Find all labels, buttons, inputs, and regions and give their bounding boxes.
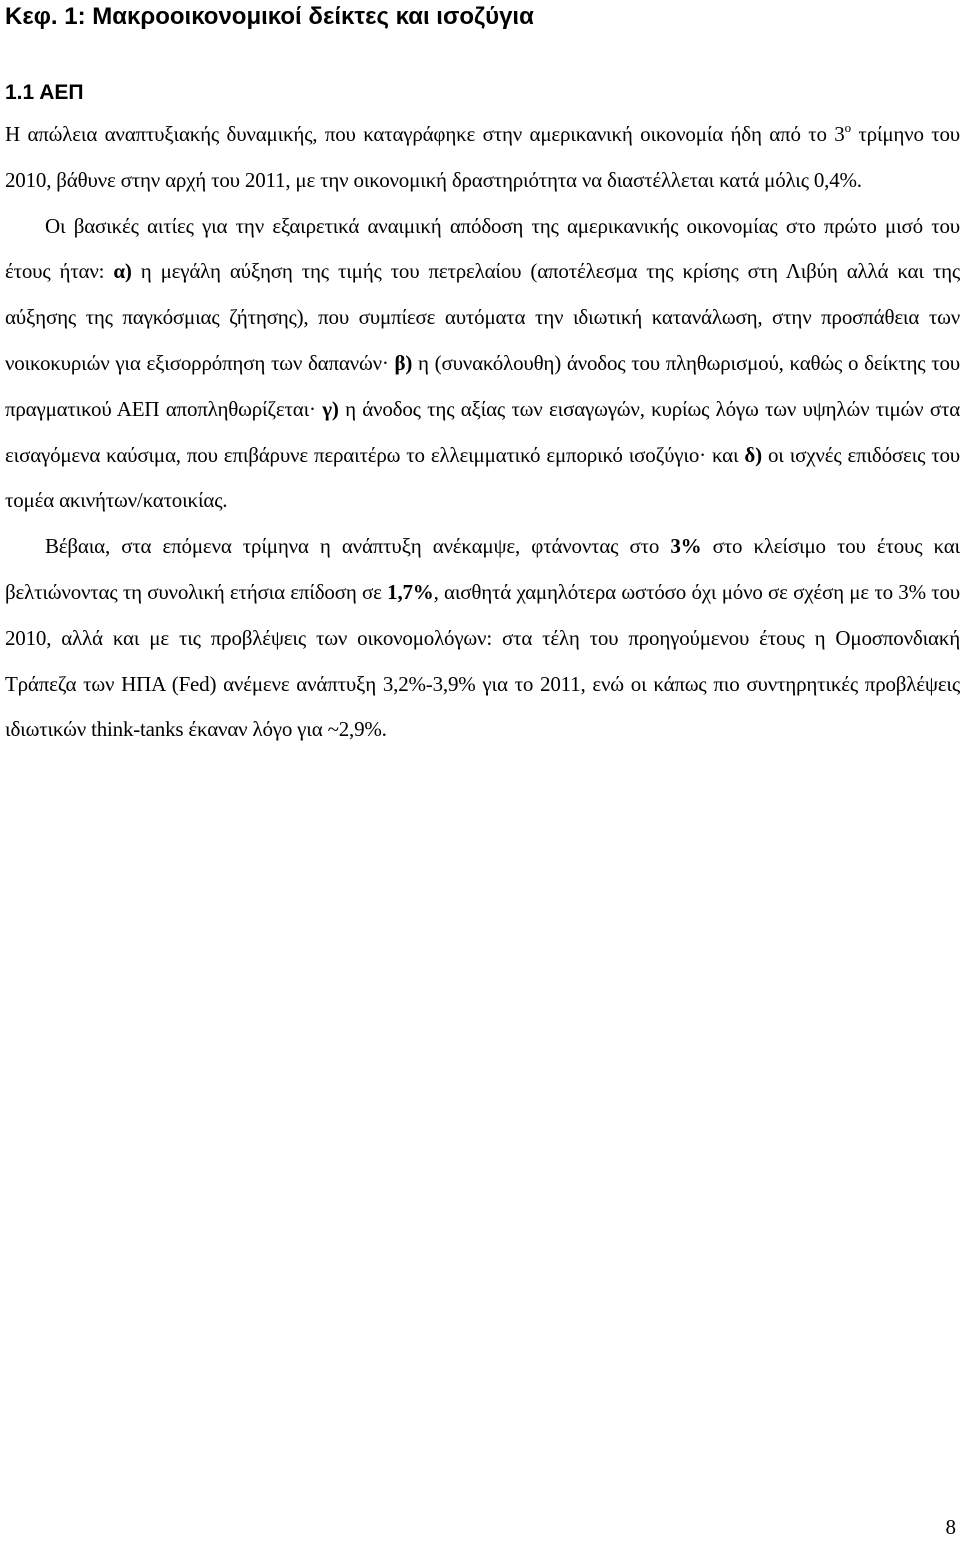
cause-text-c: η άνοδος της αξίας των εισαγωγών, κυρίως λόγω των υψηλών τιμών στα εισαγόμενα καύσιμα, που επιβάρυνε περαιτέρω το ελλειμματικό εμπορικό ισοζύγιο· και	[5, 396, 960, 467]
cause-label-c: γ)	[322, 396, 339, 421]
paragraph-intro-text-2: τρίμηνο του 2010, βάθυνε στην αρχή του 2011, με την οικονομική δραστηριότητα να διαστέλλεται κατά μόλις 0,4%.	[5, 122, 960, 192]
recovery-text-2: στο κλείσιμο του έτους και βελτιώνοντας τη συνολική ετήσια επίδοση σε	[5, 534, 960, 604]
paragraph-intro	[5, 112, 960, 524]
cause-text-b: η (συνακόλουθη) άνοδος του πληθωρισμού, καθώς ο δείκτης του πραγματικού ΑΕΠ αποπληθωρίζεται·	[5, 350, 960, 421]
recovery-text-1: Βέβαια, στα επόμενα τρίμηνα η ανάπτυξη ανέκαμψε, φτάνοντας στο	[45, 534, 671, 559]
paragraph-causes-intro: Οι βασικές αιτίες για την εξαιρετικά αναιμική απόδοση της αμερικανικής οικονομίας στο πρώτο μισό του έτους ήταν:	[5, 213, 960, 284]
page-number: 8	[945, 1515, 956, 1539]
paragraph-intro-text-1: Η απώλεια αναπτυξιακής δυναμικής, που καταγράφηκε στην αμερικανική οικονομία ήδη από το 3	[5, 122, 845, 146]
ordinal-superscript: ο	[844, 120, 851, 135]
cause-label-d: δ)	[744, 442, 762, 467]
cause-text-a: η μεγάλη αύξηση της τιμής του πετρελαίου (αποτέλεσμα της κρίσης στη Λιβύη αλλά και της αύξησης της παγκόσμιας ζήτησης), που συμπίεσε αυτόματα την ιδιωτική κατανάλωση, στην προσπάθεια των νοικοκυριών για εξισορρόπηση των δαπανών·	[5, 259, 960, 375]
recovery-bold-2: 1,7%	[387, 579, 434, 604]
cause-text-d: οι ισχνές επιδόσεις του τομέα ακινήτων/κατοικίας.	[5, 442, 960, 513]
recovery-bold-1: 3%	[670, 534, 702, 559]
chapter-title: Κεφ. 1: Μακροοικονομικοί δείκτες και ισοζύγια	[5, 3, 534, 30]
recovery-text-3: , αισθητά χαμηλότερα ωστόσο όχι μόνο σε σχέση με το 3% του 2010, αλλά και με τις προβλέψεις των οικονομολόγων: στα τέλη του προηγούμενου έτους η Ομοσπονδιακή Τράπεζα των ΗΠΑ (Fed) ανέμενε ανάπτυξη 3,2%-3,9% για το 2011, ενώ οι κάπως πιο συντηρητικές προβλέψεις ιδιωτικών think-tanks έκαναν λόγο για ~2,9%.	[5, 579, 960, 742]
cause-label-b: β)	[394, 350, 413, 375]
paragraph-recovery	[5, 524, 960, 753]
body-text	[5, 112, 960, 753]
section-title: 1.1 ΑΕΠ	[5, 81, 84, 104]
cause-label-a: α)	[113, 259, 132, 284]
